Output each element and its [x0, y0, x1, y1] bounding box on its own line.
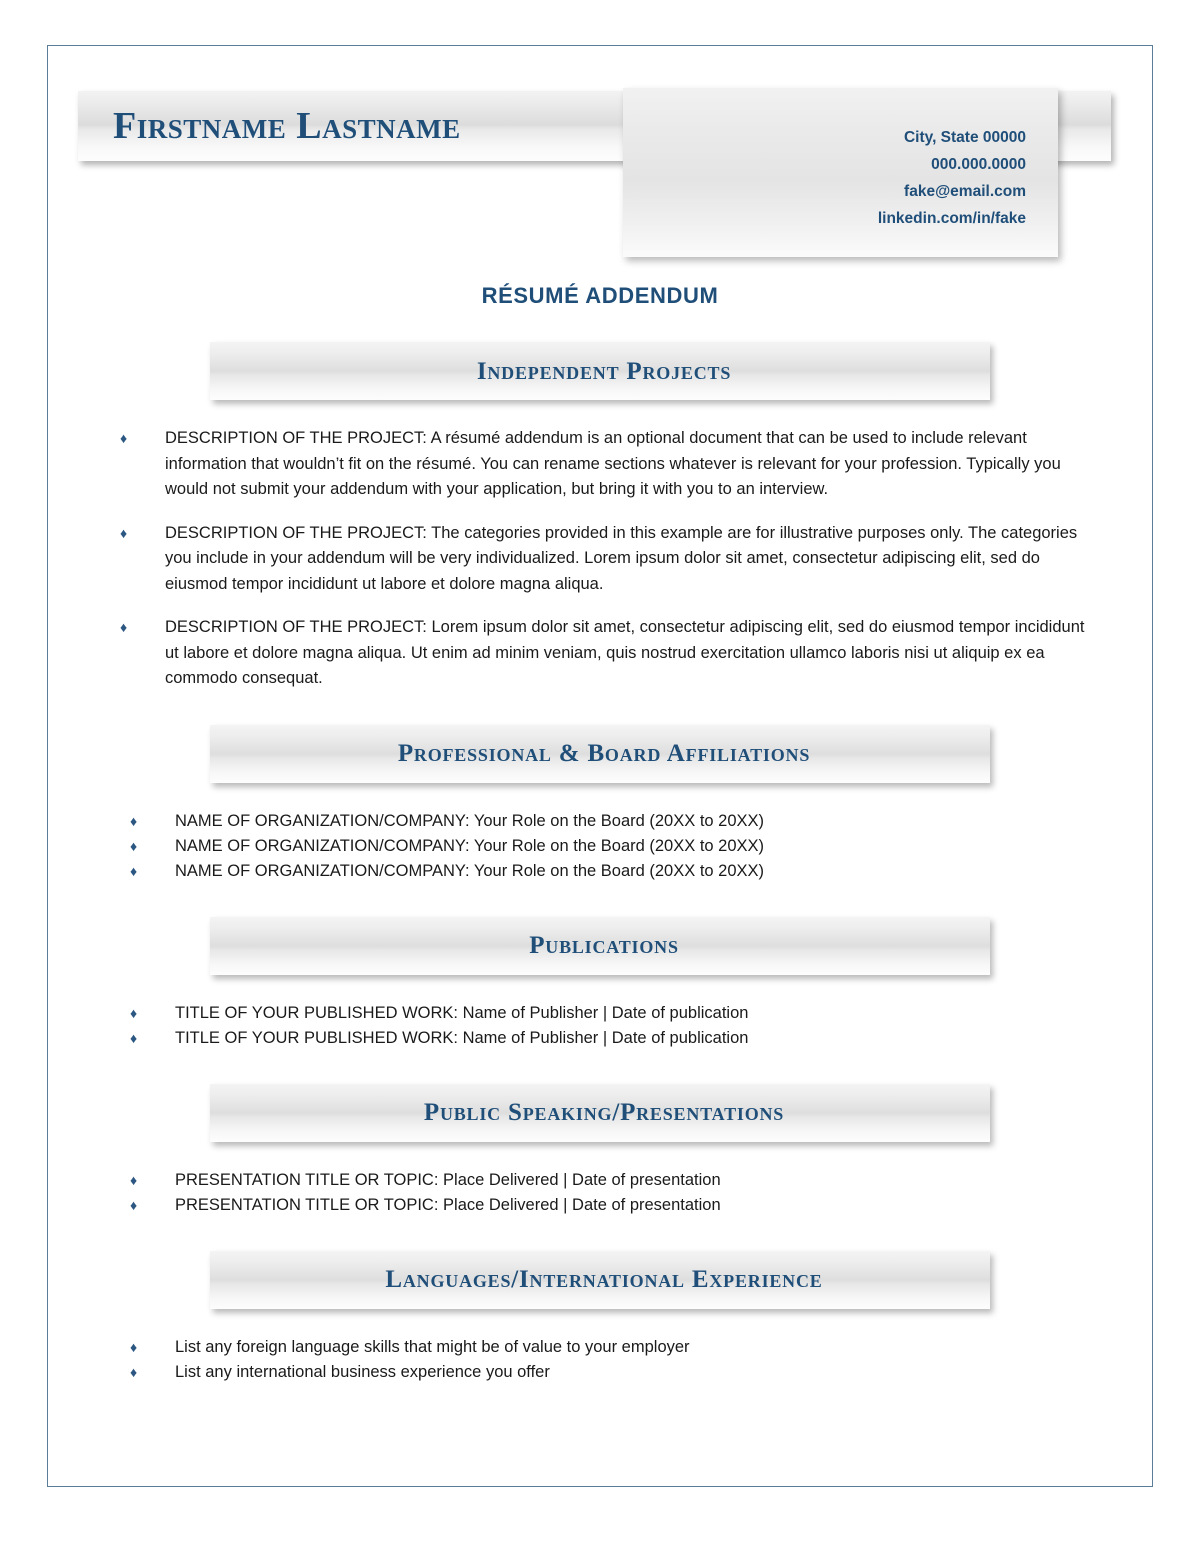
section-header-independent-projects	[210, 342, 990, 400]
section-list-public-speaking-presentations	[48, 1168, 1152, 1218]
document-header	[48, 46, 1152, 261]
contact-info-box	[623, 88, 1058, 257]
list-item	[130, 1360, 1152, 1385]
list-item	[130, 1168, 1152, 1193]
section-title: Professional & Board Affiliations	[397, 740, 811, 767]
list-item	[130, 1335, 1152, 1360]
list-item	[130, 809, 1152, 834]
list-item-text: List any foreign language skills that might be of value to your employer	[175, 1337, 690, 1356]
diamond-bullet-icon: ♦	[130, 1363, 138, 1380]
contact-phone[interactable]: 000.000.0000	[931, 156, 1026, 173]
list-item-text: PRESENTATION TITLE OR TOPIC: Place Delivered | Date of presentation	[175, 1170, 721, 1189]
diamond-bullet-icon: ♦	[130, 1029, 138, 1046]
contact-email[interactable]: fake@email.com	[904, 183, 1026, 200]
section-list-publications	[48, 1001, 1152, 1051]
section-header-languages-international-experience	[210, 1251, 990, 1309]
section-title: Independent Projects	[476, 357, 732, 385]
diamond-bullet-icon: ♦	[130, 837, 138, 854]
list-item	[120, 426, 1092, 503]
list-item	[120, 615, 1092, 692]
section-title: Public Speaking/Presentations	[423, 1099, 785, 1126]
section-list-professional-board-affiliations	[48, 809, 1152, 884]
list-item	[130, 1193, 1152, 1218]
section-title: Publications	[529, 932, 679, 959]
list-item-text: NAME OF ORGANIZATION/COMPANY: Your Role on the Board (20XX to 20XX)	[175, 811, 765, 830]
contact-location: City, State 00000	[903, 129, 1026, 146]
list-item-text: TITLE OF YOUR PUBLISHED WORK: Name of Publisher | Date of publication	[175, 1003, 749, 1022]
diamond-bullet-icon: ♦	[130, 1338, 138, 1355]
section-header-public-speaking-presentations	[210, 1084, 990, 1142]
list-item	[120, 521, 1092, 598]
diamond-bullet-icon: ♦	[130, 1171, 138, 1188]
section-header-professional-board-affiliations	[210, 725, 990, 783]
section-list-independent-projects	[48, 426, 1152, 692]
list-item-text: DESCRIPTION OF THE PROJECT: The categories provided in this example are for illustrative purposes only. The categories you include in your addendum will be very individualized. Lorem ipsum dolor sit amet, consectetur adipiscing elit, sed do eiusmod tempor incididunt ut labore et dolore magna aliqua.	[165, 523, 1078, 593]
contact-linkedin[interactable]: linkedin.com/in/fake	[877, 210, 1026, 227]
list-item-text: NAME OF ORGANIZATION/COMPANY: Your Role on the Board (20XX to 20XX)	[175, 861, 765, 880]
diamond-bullet-icon: ♦	[130, 862, 138, 879]
diamond-bullet-icon: ♦	[120, 524, 128, 541]
diamond-bullet-icon: ♦	[120, 619, 128, 635]
section-header-publications	[210, 917, 990, 975]
list-item-text: PRESENTATION TITLE OR TOPIC: Place Delivered | Date of presentation	[175, 1195, 721, 1214]
section-list-languages-international-experience	[48, 1335, 1152, 1385]
list-item-text: TITLE OF YOUR PUBLISHED WORK: Name of Publisher | Date of publication	[175, 1028, 749, 1047]
list-item	[130, 1026, 1152, 1051]
page-title: RÉSUMÉ ADDENDUM	[481, 283, 719, 308]
list-item	[130, 1001, 1152, 1026]
section-title: Languages/International Experience	[385, 1266, 823, 1293]
candidate-name: Firstname Lastname	[113, 105, 461, 147]
resume-page	[47, 45, 1153, 1487]
list-item-text: List any international business experience you offer	[175, 1362, 550, 1381]
list-item	[130, 834, 1152, 859]
list-item-text: DESCRIPTION OF THE PROJECT: Lorem ipsum dolor sit amet, consectetur adipiscing elit, sed do eiusmod tempor incididunt ut labore et dolore magna aliqua. Ut enim ad minim veniam, quis nostrud exercitation ullamco laboris nisi ut aliquip ex ea commodo consequat.	[165, 618, 1085, 687]
list-item-text: NAME OF ORGANIZATION/COMPANY: Your Role on the Board (20XX to 20XX)	[175, 836, 765, 855]
diamond-bullet-icon: ♦	[120, 430, 128, 446]
diamond-bullet-icon: ♦	[130, 812, 138, 829]
diamond-bullet-icon: ♦	[130, 1004, 138, 1021]
diamond-bullet-icon: ♦	[130, 1196, 138, 1213]
list-item-text: DESCRIPTION OF THE PROJECT: A résumé addendum is an optional document that can be used to include relevant information that wouldn’t fit on the résumé. You can rename sections whatever is relevant for your profession. Typically you would not submit your addendum with your application, but bring it with you to an interview.	[165, 429, 1061, 498]
list-item	[130, 859, 1152, 884]
